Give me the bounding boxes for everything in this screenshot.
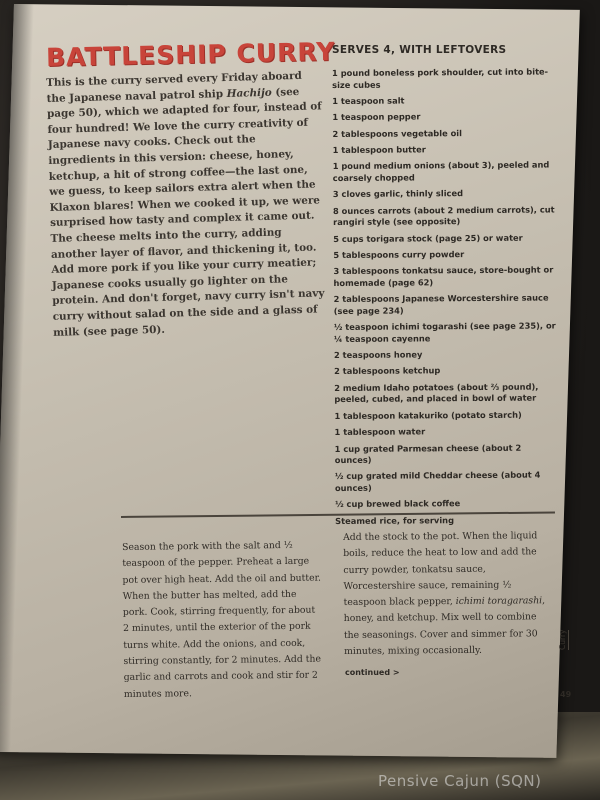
ingredient-item: 2 teaspoons honey bbox=[333, 349, 423, 361]
ingredient-item: 2 tablespoons ketchup bbox=[334, 365, 441, 377]
ingredient-list bbox=[332, 66, 560, 532]
ingredient-item: 5 tablespoons curry powder bbox=[333, 249, 465, 261]
recipe-intro bbox=[46, 68, 328, 341]
ingredient-item: 1 pound medium onions (about 3), peeled and coarsely chopped bbox=[332, 159, 550, 183]
intro-ship-name: Hachijo bbox=[226, 86, 272, 100]
ingredient-item: 3 tablespoons tonkatsu sauce, store-bought or homemade (page 62) bbox=[333, 264, 554, 288]
ingredient-item: 8 ounces carrots (about 2 medium carrots), cut rangiri style (see opposite) bbox=[332, 204, 555, 228]
intro-text-start: This is the curry served every Friday aboard the Japanese naval patrol ship bbox=[46, 69, 302, 105]
method-spice-name: ichimi toragarashi bbox=[455, 595, 543, 608]
continued-label: continued > bbox=[345, 668, 400, 677]
ingredient-item: 5 cups torigara stock (page 25) or water bbox=[333, 232, 523, 244]
method-text-end: , honey, and ketchup. Mix well to combine the seasonings. Cover and simmer for 30 minutes, mixing occasionally. bbox=[343, 595, 546, 658]
ingredient-item: 1 cup grated Parmesan cheese (about 2 ounces) bbox=[334, 442, 522, 466]
ingredient-item: ½ teaspoon ichimi togarashi (see page 235), or ¼ teaspoon cayenne bbox=[333, 320, 556, 344]
page-number: 49 bbox=[560, 690, 572, 699]
method-text-start: Add the stock to the pot. When the liquid boils, reduce the heat to low and add the curry powder, tonkatsu sauce, Worcestershire sauce, remaining ½ teaspoon black pepper, bbox=[343, 530, 538, 609]
ingredient-item: 1 teaspoon salt bbox=[332, 95, 405, 106]
ingredient-item: 2 medium Idaho potatoes (about ⅔ pound), peeled, cubed, and placed in bowl of water bbox=[334, 381, 539, 405]
method-paragraph-2 bbox=[343, 528, 549, 660]
watermark: Pensive Cajun (SQN) bbox=[378, 772, 542, 790]
recipe-title: BATTLESHIP CURRY bbox=[45, 36, 336, 73]
ingredient-item: 1 tablespoon butter bbox=[332, 144, 426, 156]
ingredient-item: ½ cup grated mild Cheddar cheese (about 4 ounces) bbox=[334, 469, 541, 493]
ingredient-item: Steamed rice, for serving bbox=[335, 514, 455, 526]
servings-heading: SERVES 4, WITH LEFTOVERS bbox=[332, 44, 507, 56]
method-paragraph-1: Season the pork with the salt and ½ teaspoon of the pepper. Preheat a large pot over high heat. Add the oil and butter. When the butter has melted, add the pork. Cook, stirring frequently, for about 2 minutes, until the exterior of the pork turns white. Add the onions, and cook, stirring constantly, for 2 minutes. Add the garlic and carrots and cook and stir for 2 minutes more. bbox=[122, 539, 322, 700]
ingredient-item: 2 tablespoons vegetable oil bbox=[332, 127, 463, 139]
ingredient-item: 2 tablespoons Japanese Worcestershire sauce (see page 234) bbox=[333, 292, 549, 316]
ingredient-item: 1 tablespoon water bbox=[334, 426, 426, 438]
ingredient-item: ½ cup brewed black coffee bbox=[335, 498, 461, 510]
intro-text-end: (see page 50), which we adapted for four, instead of four hundred! We love the curry creativity of Japanese navy cooks. Check out the ingredients in this version: cheese, honey, ketchup, a hit of strong coffee—the last one, we guess, to keep sailors extra alert when the Klaxon blares! When we cooked it up, we were surprised how tasty and complex it came out. The cheese melts into the curry, adding another layer of flavor, and thickening it, too. Add more pork if you like your curry meatier; Japanese cooks usually go lighter on the protein. And don't forget, navy curry isn't navy curry without salad on the side and a glass of milk (see page 50). bbox=[46, 85, 325, 339]
ingredient-item: 1 tablespoon katakuriko (potato starch) bbox=[334, 409, 522, 421]
ingredient-item: 1 pound boneless pork shoulder, cut into bite-size cubes bbox=[332, 66, 549, 90]
ingredient-item: 3 cloves garlic, thinly sliced bbox=[332, 188, 464, 200]
section-running-label: Curry bbox=[558, 629, 567, 650]
ingredient-item: 1 teaspoon pepper bbox=[332, 111, 421, 123]
